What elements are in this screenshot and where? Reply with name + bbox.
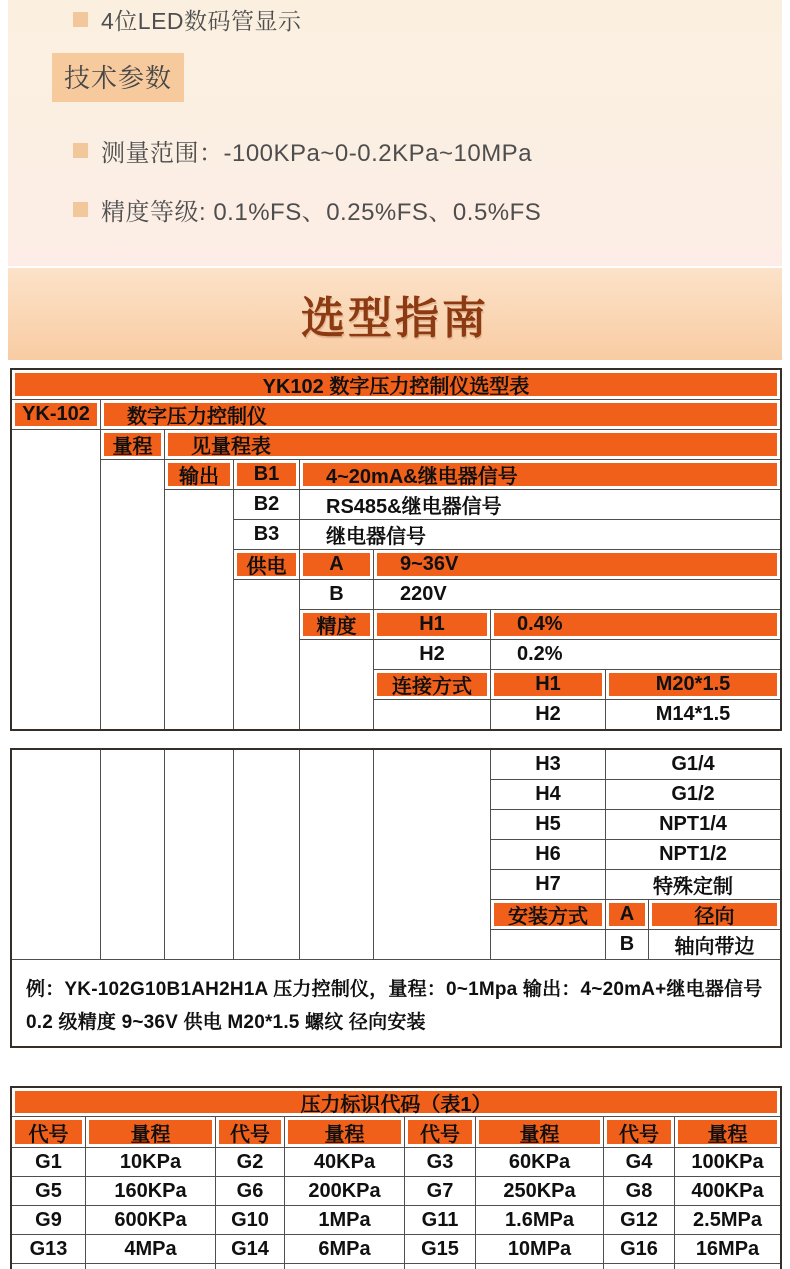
- output-code-cell: B2: [234, 490, 299, 519]
- code-cell: G5: [12, 1177, 85, 1205]
- empty-cell: [300, 750, 373, 959]
- column-header-cell: 代号: [216, 1117, 284, 1147]
- mounting-code-cell: B: [606, 930, 648, 959]
- connection-code-cell: H4: [491, 780, 605, 809]
- connection-code-cell: H1: [491, 670, 605, 699]
- code-cell: G11: [405, 1206, 475, 1234]
- empty-cell: [675, 1264, 780, 1269]
- spec-accuracy-text: 精度等级: 0.1%FS、0.25%FS、0.5%FS: [101, 199, 542, 226]
- connection-code-cell: H3: [491, 750, 605, 779]
- connection-desc-cell: G1/4: [606, 750, 780, 779]
- empty-cell: [165, 750, 233, 959]
- bullet-square-icon: [73, 143, 88, 158]
- range-cell: 16MPa: [675, 1235, 780, 1263]
- column-header-cell: 代号: [405, 1117, 475, 1147]
- code-cell: G2: [216, 1148, 284, 1176]
- connection-label-cell: 连接方式: [374, 670, 490, 699]
- table-title-cell: YK102 数字压力控制仪选型表: [12, 370, 780, 399]
- connection-desc-cell: 特殊定制: [606, 870, 780, 899]
- empty-cell: [405, 1264, 475, 1269]
- mounting-label-cell: 安装方式: [491, 900, 605, 929]
- accuracy-code-cell: H2: [374, 640, 490, 669]
- code-cell: G10: [216, 1206, 284, 1234]
- range-label-cell: 量程: [101, 430, 164, 459]
- accuracy-code-cell: H1: [374, 610, 490, 639]
- code-cell: G13: [12, 1235, 85, 1263]
- range-cell: 40KPa: [285, 1148, 404, 1176]
- empty-cell: [476, 1264, 603, 1269]
- code-cell: G3: [405, 1148, 475, 1176]
- section-heading: 技术参数: [52, 53, 184, 102]
- code-cell: G9: [12, 1206, 85, 1234]
- range-cell: 4MPa: [86, 1235, 215, 1263]
- column-header-cell: 代号: [12, 1117, 85, 1147]
- accuracy-desc-cell: 0.4%: [491, 610, 780, 639]
- output-desc-cell: 4~20mA&继电器信号: [300, 460, 780, 489]
- code-cell: G6: [216, 1177, 284, 1205]
- column-header-cell: 代号: [604, 1117, 674, 1147]
- code-cell: G14: [216, 1235, 284, 1263]
- selection-guide-banner: [8, 268, 782, 360]
- code-cell: G15: [405, 1235, 475, 1263]
- model-cell: YK-102: [12, 400, 100, 429]
- spec-item-range: [73, 133, 532, 168]
- accuracy-desc-cell: 0.2%: [491, 640, 780, 669]
- empty-cell: [101, 460, 164, 729]
- bullet-square-icon: [73, 202, 88, 217]
- range-cell: 6MPa: [285, 1235, 404, 1263]
- range-cell: 100KPa: [675, 1148, 780, 1176]
- range-cell: 200KPa: [285, 1177, 404, 1205]
- output-code-cell: B3: [234, 520, 299, 549]
- connection-desc-cell: G1/2: [606, 780, 780, 809]
- code-cell: G4: [604, 1148, 674, 1176]
- empty-cell: [12, 1264, 85, 1269]
- ordering-example-text: 例：YK-102G10B1AH2H1A 压力控制仪，量程：0~1Mpa 输出：4~20mA+继电器信号 0.2 级精度 9~36V 供电 M20*1.5 螺纹 径向安装: [12, 960, 780, 1046]
- power-desc-cell: 220V: [374, 580, 780, 609]
- empty-cell: [491, 930, 605, 959]
- code-cell: G7: [405, 1177, 475, 1205]
- range-cell: 2.5MPa: [675, 1206, 780, 1234]
- column-header-cell: 量程: [285, 1117, 404, 1147]
- empty-cell: [12, 430, 100, 729]
- power-code-cell: B: [300, 580, 373, 609]
- range-cell: 60KPa: [476, 1148, 603, 1176]
- mounting-desc-cell: 轴向带边: [649, 930, 780, 959]
- power-code-cell: A: [300, 550, 373, 579]
- connection-desc-cell: NPT1/4: [606, 810, 780, 839]
- connection-code-cell: H7: [491, 870, 605, 899]
- connection-desc-cell: M14*1.5: [606, 700, 780, 729]
- range-value-cell: 见量程表: [165, 430, 780, 459]
- range-cell: 1MPa: [285, 1206, 404, 1234]
- code-cell: G16: [604, 1235, 674, 1263]
- range-cell: 250KPa: [476, 1177, 603, 1205]
- feature-text: 4位LED数码管显示: [101, 8, 302, 34]
- empty-cell: [285, 1264, 404, 1269]
- column-header-cell: 量程: [86, 1117, 215, 1147]
- code-cell: G1: [12, 1148, 85, 1176]
- empty-cell: [604, 1264, 674, 1269]
- column-header-cell: 量程: [476, 1117, 603, 1147]
- top-section: [8, 0, 782, 266]
- empty-cell: [234, 580, 299, 729]
- empty-cell: [234, 750, 299, 959]
- empty-cell: [216, 1264, 284, 1269]
- model-desc-cell: 数字压力控制仪: [101, 400, 780, 429]
- selection-table-part1: [10, 368, 782, 731]
- empty-cell: [374, 750, 490, 959]
- bullet-square-icon: [73, 12, 88, 27]
- power-label-cell: 供电: [234, 550, 299, 579]
- empty-cell: [374, 700, 490, 729]
- range-cell: 10KPa: [86, 1148, 215, 1176]
- connection-code-cell: H6: [491, 840, 605, 869]
- mounting-desc-cell: 径向: [649, 900, 780, 929]
- accuracy-label-cell: 精度: [300, 610, 373, 639]
- connection-code-cell: H5: [491, 810, 605, 839]
- range-cell: 600KPa: [86, 1206, 215, 1234]
- connection-desc-cell: NPT1/2: [606, 840, 780, 869]
- code-cell: G8: [604, 1177, 674, 1205]
- column-header-cell: 量程: [675, 1117, 780, 1147]
- connection-code-cell: H2: [491, 700, 605, 729]
- empty-cell: [12, 750, 100, 959]
- range-cell: 10MPa: [476, 1235, 603, 1263]
- spec-item-accuracy: [73, 192, 541, 227]
- range-cell: 1.6MPa: [476, 1206, 603, 1234]
- table-title-cell: 压力标识代码（表1）: [12, 1088, 780, 1116]
- empty-cell: [86, 1264, 215, 1269]
- output-desc-cell: 继电器信号: [300, 520, 780, 549]
- code-cell: G12: [604, 1206, 674, 1234]
- range-cell: 400KPa: [675, 1177, 780, 1205]
- empty-cell: [300, 640, 373, 729]
- connection-desc-cell: M20*1.5: [606, 670, 780, 699]
- power-desc-cell: 9~36V: [374, 550, 780, 579]
- mounting-code-cell: A: [606, 900, 648, 929]
- pressure-code-table: [10, 1086, 782, 1269]
- output-desc-cell: RS485&继电器信号: [300, 490, 780, 519]
- empty-cell: [101, 750, 164, 959]
- spec-range-text: 测量范围：-100KPa~0-0.2KPa~10MPa: [101, 140, 533, 167]
- output-code-cell: B1: [234, 460, 299, 489]
- range-cell: 160KPa: [86, 1177, 215, 1205]
- banner-title: 选型指南: [301, 294, 489, 343]
- output-label-cell: 输出: [165, 460, 233, 489]
- empty-cell: [165, 490, 233, 729]
- feature-item: [73, 3, 302, 36]
- selection-table-part2: [10, 748, 782, 1048]
